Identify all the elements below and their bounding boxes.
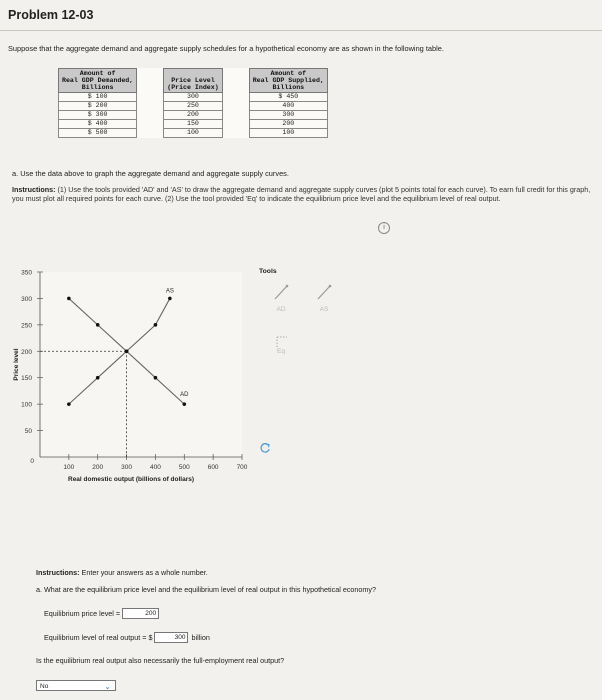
chevron-down-icon: ⌄ bbox=[104, 682, 111, 691]
y-tick-label: 150 bbox=[21, 375, 32, 383]
price-level-input[interactable]: 200 bbox=[122, 608, 159, 619]
real-output-label: Equilibrium level of real output = $ bbox=[44, 633, 153, 642]
ad-curve-label: AD bbox=[180, 392, 189, 399]
y-tick-label: 350 bbox=[21, 269, 32, 277]
line-tool-icon bbox=[268, 282, 294, 302]
x-tick-label: 700 bbox=[236, 464, 248, 471]
y-tick-label: 200 bbox=[21, 348, 32, 356]
page-title: Problem 12-03 bbox=[8, 8, 94, 22]
ad-as-graph[interactable] bbox=[6, 262, 256, 487]
tools-title: Tools bbox=[259, 268, 277, 275]
x-tick-label: 100 bbox=[63, 464, 75, 471]
schedule-table bbox=[58, 68, 328, 138]
price-level-label: Equilibrium price level = bbox=[44, 609, 121, 618]
table-row: $ 100 300 $ 450 bbox=[59, 93, 328, 102]
as-curve-label: AS bbox=[165, 288, 174, 295]
ad-tool-label: AD bbox=[276, 306, 286, 313]
eq-tool-button[interactable] bbox=[268, 334, 294, 372]
full-employment-select[interactable]: No ⌄ bbox=[36, 680, 116, 691]
as-point bbox=[168, 297, 172, 301]
as-point bbox=[67, 402, 71, 406]
header-price: Price Level (Price Index) bbox=[164, 69, 222, 93]
price-level-row bbox=[44, 608, 159, 619]
ad-point bbox=[67, 297, 71, 301]
table-row: $ 300 200 300 bbox=[59, 111, 328, 120]
part-a-label: a. Use the data above to graph the aggregate demand and aggregate supply curves. bbox=[12, 169, 289, 178]
answer-instructions: Instructions: Enter your answers as a whole number. bbox=[36, 568, 208, 577]
full-employment-question: Is the equilibrium real output also necessarily the full-employment real output? bbox=[36, 656, 285, 665]
problem-intro: Suppose that the aggregate demand and aggregate supply schedules for a hypothetical economy are as shown in the following table. bbox=[8, 44, 444, 53]
x-tick-label: 200 bbox=[92, 464, 104, 471]
header-demanded: Amount of Real GDP Demanded, Billions bbox=[59, 69, 137, 93]
y-axis-label: Price level bbox=[13, 348, 20, 381]
y-tick-label: 300 bbox=[21, 295, 32, 303]
ad-tool-button[interactable] bbox=[268, 282, 294, 320]
x-tick-label: 400 bbox=[149, 464, 161, 471]
x-axis-label: Real domestic output (billions of dollars) bbox=[68, 476, 195, 483]
real-output-unit: billion bbox=[191, 633, 210, 642]
x-tick-label: 600 bbox=[207, 464, 219, 471]
as-tool-label: AS bbox=[319, 306, 329, 313]
table-row: $ 200 250 400 bbox=[59, 102, 328, 111]
ad-point bbox=[182, 402, 186, 406]
reset-icon[interactable] bbox=[259, 442, 271, 454]
table-row: $ 500 100 100 bbox=[59, 129, 328, 138]
ad-point bbox=[154, 376, 158, 380]
x-tick-label: 300 bbox=[121, 464, 133, 471]
title-divider bbox=[0, 30, 602, 31]
x-tick-label: 500 bbox=[178, 464, 190, 471]
table-row: $ 400 150 200 bbox=[59, 120, 328, 129]
eq-tool-label: Eq bbox=[277, 348, 285, 355]
as-point bbox=[154, 323, 158, 327]
line-tool-icon bbox=[311, 282, 337, 302]
as-point bbox=[96, 376, 100, 380]
y-tick-label: 100 bbox=[21, 401, 32, 409]
question-a: a. What are the equilibrium price level and the equilibrium level of real output in this hypothetical economy? bbox=[36, 585, 376, 594]
origin-label: 0 bbox=[30, 458, 34, 465]
ad-point bbox=[96, 323, 100, 327]
as-tool-button[interactable] bbox=[311, 282, 337, 320]
graph-instructions: Instructions: (1) Use the tools provided 'AD' and 'AS' to draw the aggregate demand and aggregate supply curves (plot 5 points total for each curve). To earn full credit for this graph, you must plot all required points for each curve. (2) Use the tool provided 'Eq' to indicate the equilibrium price level and the equilibrium level of real output. bbox=[12, 185, 591, 203]
y-tick-label: 50 bbox=[24, 428, 32, 436]
real-output-row bbox=[44, 632, 210, 643]
ad-point bbox=[125, 349, 129, 353]
real-output-input[interactable]: 300 bbox=[154, 632, 188, 643]
y-tick-label: 250 bbox=[21, 322, 32, 330]
info-icon[interactable]: i bbox=[378, 222, 390, 234]
header-supplied: Amount of Real GDP Supplied, Billions bbox=[249, 69, 327, 93]
